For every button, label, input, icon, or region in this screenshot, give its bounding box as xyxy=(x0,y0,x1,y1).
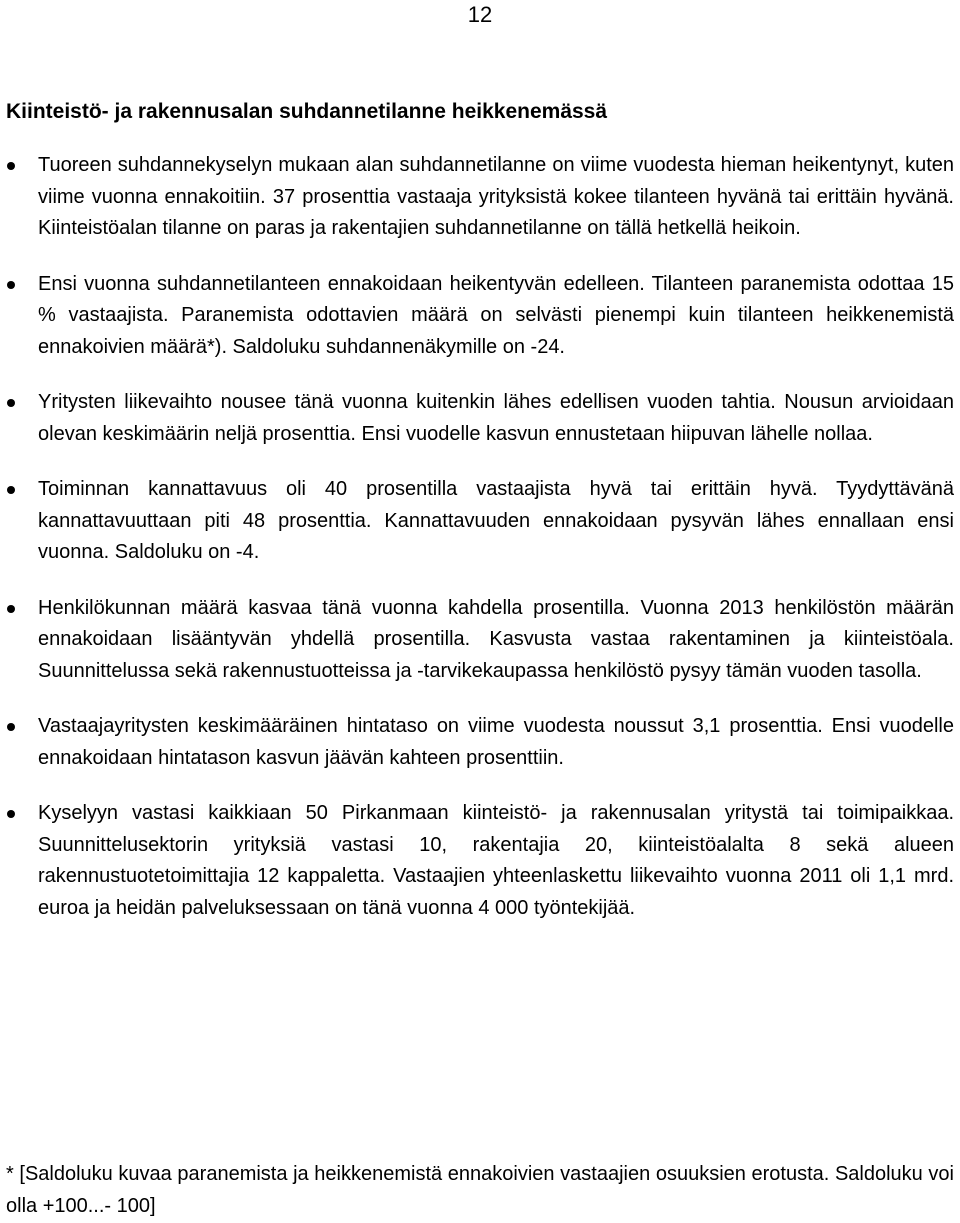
bullet-text: Ensi vuonna suhdannetilanteen ennakoidaan heikentyvän edelleen. Tilanteen paranemista odottaa 15 % vastaajista. Paranemista odottavien määrä on selvästi pienempi kuin tilanteen heikkenemistä ennakoivien määrä*). Saldoluku suhdannenäkymille on -24. xyxy=(38,272,954,358)
bullet-icon xyxy=(7,281,15,289)
bullet-item-suhdannetilanne xyxy=(0,150,960,245)
bullet-icon xyxy=(7,810,15,818)
bullet-item-henkilokunta xyxy=(0,593,960,688)
bullet-item-ennakointi xyxy=(0,269,960,364)
bullet-text: Kyselyyn vastasi kaikkiaan 50 Pirkanmaan kiinteistö- ja rakennusalan yritystä tai toimipaikkaa. Suunnittelusektorin yrityksiä vastasi 10, rakentajia 20, kiinteistöalalta 8 sekä alueen rakennustuotetoimittajia 12 kappaletta. Vastaajien yhteenlaskettu liikevaihto vuonna 2011 oli 1,1 mrd. euroa ja heidän palveluksessaan on tänä vuonna 4 000 työntekijää. xyxy=(38,802,954,919)
bullet-text: Yritysten liikevaihto nousee tänä vuonna kuitenkin lähes edellisen vuoden tahtia. Nousun arvioidaan olevan keskimäärin neljä prosenttia. Ensi vuodelle kasvun ennustetaan hiipuvan lähelle nollaa. xyxy=(38,391,954,445)
bullet-icon xyxy=(7,723,15,731)
bullet-icon xyxy=(7,486,15,494)
page-number: 12 xyxy=(467,2,493,27)
section-heading: Kiinteistö- ja rakennusalan suhdannetilanne heikkenemässä xyxy=(6,100,608,123)
bullet-item-liikevaihto xyxy=(0,387,960,450)
bullet-icon xyxy=(7,399,15,407)
bullet-text: Vastaajayritysten keskimääräinen hintataso on viime vuodesta noussut 3,1 prosenttia. Ensi vuodelle ennakoidaan hintatason kasvun jäävän kahteen prosenttiin. xyxy=(38,715,954,769)
bullet-item-kysely xyxy=(0,798,960,924)
bullet-text: Toiminnan kannattavuus oli 40 prosentilla vastaajista hyvä tai erittäin hyvä. Tyydyttävänä kannattavuuttaan piti 48 prosenttia. Kannattavuuden ennakoidaan pysyvän lähes ennallaan ensi vuonna. Saldoluku on -4. xyxy=(38,478,954,563)
bullet-item-hintataso xyxy=(0,711,960,774)
bullet-icon xyxy=(7,162,15,170)
bullet-text: Henkilökunnan määrä kasvaa tänä vuonna kahdella prosentilla. Vuonna 2013 henkilöstön määrän ennakoidaan lisääntyvän yhdellä prosentilla. Kasvusta vastaa rakentaminen ja kiinteistöala. Suunnittelussa sekä rakennustuotteissa ja -tarvikekaupassa henkilöstö pysyy tämän vuoden tasolla. xyxy=(38,596,954,682)
bullet-item-kannattavuus xyxy=(0,474,960,569)
footnote: * [Saldoluku kuvaa paranemista ja heikkenemistä ennakoivien vastaajien osuuksien erotusta. Saldoluku voi olla +100...- 100] xyxy=(6,1163,954,1217)
bullet-text: Tuoreen suhdannekyselyn mukaan alan suhdannetilanne on viime vuodesta hieman heikentynyt, kuten viime vuonna ennakoitiin. 37 prosenttia vastaaja yrityksistä kokee tilanteen hyvänä tai erittäin hyvänä. Kiinteistöalan tilanne on paras ja rakentajien suhdannetilanne on tällä hetkellä heikoin. xyxy=(38,154,954,239)
bullet-icon xyxy=(7,605,15,613)
bullet-list xyxy=(0,150,960,948)
